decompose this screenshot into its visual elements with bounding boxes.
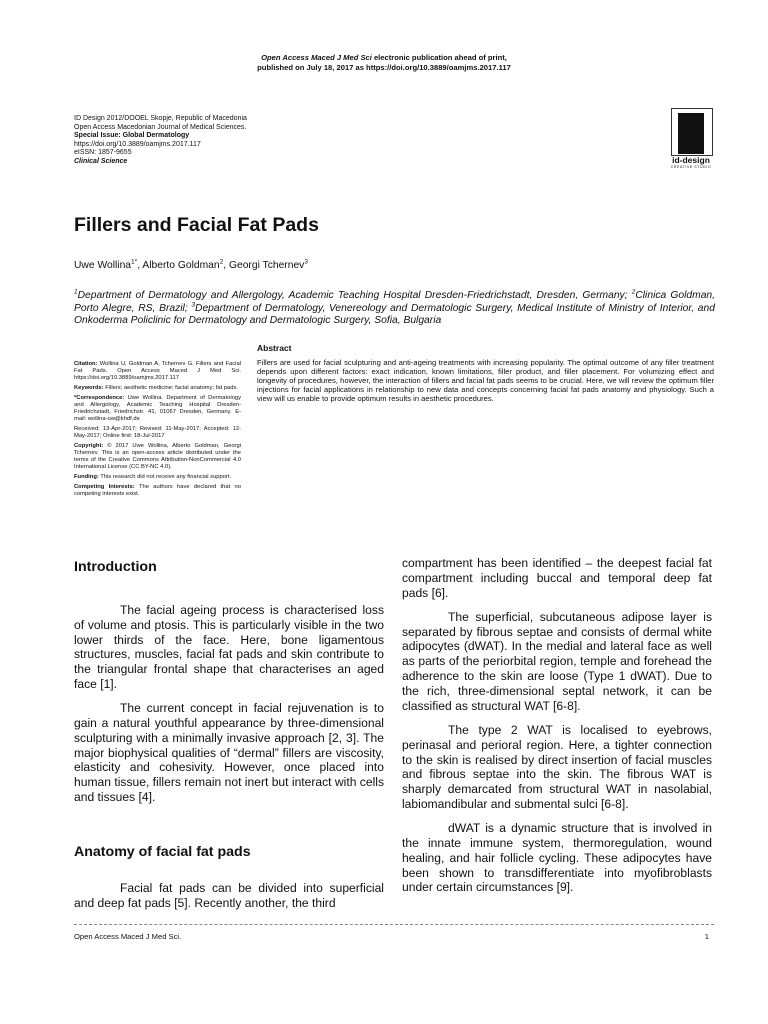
page-number: 1	[704, 932, 709, 941]
introduction-heading: Introduction	[74, 559, 157, 575]
journal-name: Open Access Maced J Med Sci	[261, 53, 372, 62]
logo-tagline: CREATIVE STUDIO	[670, 165, 712, 169]
left-column-intro	[74, 603, 384, 805]
affiliation-text: Department of Dermatology and Allergology, Academic Teaching Hospital Dresden-Friedrichstadt, Dresden, Germany;	[77, 290, 632, 301]
publication-note-line1: electronic publication ahead of print,	[371, 53, 507, 62]
paragraph: The current concept in facial rejuvenation is to gain a natural youthful appearance by three-dimensional sculpturing with a minimally invasive approach [2, 3]. The major biophysical qualities of “dermal” fillers are viscosity, elasticity and cohesivity. However, once placed into human tissue, fillers remain not inert but interact with cells and tissues [4].	[74, 701, 384, 805]
author-list	[74, 259, 308, 273]
logo-mark	[678, 113, 704, 154]
citation-label: Citation:	[74, 361, 98, 367]
funding-label: Funding:	[74, 474, 99, 480]
publication-note	[0, 53, 768, 73]
keywords-label: Keywords:	[74, 385, 104, 391]
special-issue: Special Issue: Global Dermatology	[74, 132, 190, 140]
footer-journal: Open Access Maced J Med Sci.	[74, 932, 182, 941]
copyright-label: Copyright:	[74, 443, 104, 449]
doi-link[interactable]: https://doi.org/10.3889/oamjms.2017.117	[74, 140, 201, 148]
affiliation-text: Department of Dermatology, Venereology and Dermatologic Surgery, Medical Institute of Ministry of Interior, and Onkoderma Policlinic for Dermatology and Dermatologic Surgery, Sofia, Bulgaria	[74, 302, 715, 327]
publisher-line: ID Design 2012/DOOEL Skopje, Republic of Macedonia	[74, 115, 247, 122]
affiliation-number: 3	[191, 301, 196, 309]
footer-divider	[74, 924, 714, 925]
affiliations	[74, 290, 715, 328]
article-category: Clinical Science	[74, 157, 128, 165]
author-name: Uwe Wollina	[74, 260, 132, 271]
paragraph: compartment has been identified – the deepest facial fat compartment including buccal and temporal deep fat pads [6].	[402, 556, 712, 600]
author-affiliation-mark: 2	[219, 258, 224, 266]
publication-note-line2: published on July 18, 2017 as https://doi.org/10.3889/oamjms.2017.117	[257, 63, 511, 72]
right-column	[402, 556, 712, 895]
logo-name: id-design	[672, 155, 710, 165]
citation	[74, 361, 241, 382]
abstract-text: Fillers are used for facial sculpturing and anti-ageing treatments with increasing popularity. The optimal outcome of any filler treatment depends upon different factors: exact indication, known limitations, filler product, and filler placement. For volumizing effect and longevity of procedures, however, the interaction of fillers and facial fat pads seems to be crucial. Here, we will review the optimum filler injections for facial applications in relationship to new data and concepts concerning facial fat pads anatomy and physiology. Such a view will us enable to provide optimum results in aesthetic procedures.	[257, 358, 714, 404]
paragraph: The superficial, subcutaneous adipose layer is separated by fibrous septae and consists of dermal white adipocytes (dWAT). In the medial and lateral face as well as parts of the periorbital region, temple and forehead the adherence to the skin are loose (Type 1 dWAT). Due to the rich, three-dimensional septal network, it can be classified as structural WAT [6-8].	[402, 609, 712, 713]
funding	[74, 474, 241, 481]
article-title: Fillers and Facial Fat Pads	[74, 214, 319, 236]
paragraph: Facial fat pads can be divided into superficial and deep fat pads [5]. Recently another, the third	[74, 881, 384, 910]
paragraph: The facial ageing process is characterised loss of volume and ptosis. This is particularly visible in the two lower thirds of the face. Here, bone ligamentous structures, muscles, facial fat pads and skin contribute to the triangular frontal shape that characterises an aged face [1].	[74, 603, 384, 691]
copyright-text: © 2017 Uwe Wollina, Alberto Goldman, Georgi Tchernev. This is an open-access article distributed under the terms of the Creative Commons Attribution-NonCommercial 4.0 International License (CC BY-NC 4.0).	[74, 443, 241, 470]
keywords	[74, 385, 241, 392]
author-affiliation-mark: 3	[304, 258, 308, 266]
competing-interests-text: The authors have declared that no competing interests exist.	[74, 484, 241, 497]
author-name: , Alberto Goldman	[137, 260, 220, 271]
funding-text: This research did not receive any financial support.	[98, 474, 232, 480]
affiliation-number: 2	[631, 288, 636, 296]
left-column-anatomy	[74, 881, 384, 911]
paragraph: dWAT is a dynamic structure that is involved in the innate immune system, thermoregulation, wound healing, and hair follicle cycling. These adipocytes have been shown to transdifferentiate into myofibroblasts under certain circumstances [9].	[402, 821, 712, 895]
author-affiliation-mark: 1*	[131, 258, 138, 266]
affiliation-number: 1	[74, 288, 78, 296]
article-dates: Received: 13-Apr-2017; Revised: 11-May-2017; Accepted: 12-May-2017; Online first: 18-Jul-2017	[74, 426, 241, 439]
competing-interests	[74, 484, 241, 498]
copyright	[74, 443, 241, 471]
affiliation-text: Clinica Goldman, Porto Alegre, RS, Brazil;	[74, 290, 716, 314]
author-name: , Georgi Tchernev	[223, 260, 305, 271]
correspondence-label: *Correspondence:	[74, 395, 125, 401]
paragraph: The type 2 WAT is localised to eyebrows, perinasal and perioral region. Here, a tighter connection to the skin is realised by direct insertion of facial muscles and fibrous septae into the skin. The fibrous WAT is sharply demarcated from structural WAT in nasolabial, labiomandibular and submental sulci [6-8].	[402, 722, 712, 811]
keywords-text: Fillers; aesthetic medicine; facial anatomy; fat pads.	[103, 385, 238, 391]
competing-interests-label: Competing Interests:	[74, 484, 135, 490]
citation-text: Wollina U, Goldman A, Tchernev G. Fillers and Facial Fat Pads. Open Access Maced J Med Sci. https://doi.org/10.3889/oamjms.2017.117	[74, 361, 241, 381]
anatomy-heading: Anatomy of facial fat pads	[74, 844, 251, 860]
correspondence	[74, 395, 241, 423]
correspondence-text: Uwe Wollina. Department of Dermatology and Allergology, Academic Teaching Hospital Dresden-Friedrichstadt, Friedrichstr. 41, 01067 Dresden, Germany. E-mail: wollina-uw@khdf.de	[74, 395, 241, 422]
eissn: eISSN: 1857-9655	[74, 149, 132, 157]
id-design-logo	[667, 108, 715, 174]
journal-line: Open Access Macedonian Journal of Medical Sciences.	[74, 123, 247, 131]
article-sidebar	[74, 361, 241, 501]
publisher-info	[74, 115, 247, 167]
abstract-heading: Abstract	[257, 343, 292, 353]
page-footer	[74, 932, 714, 942]
